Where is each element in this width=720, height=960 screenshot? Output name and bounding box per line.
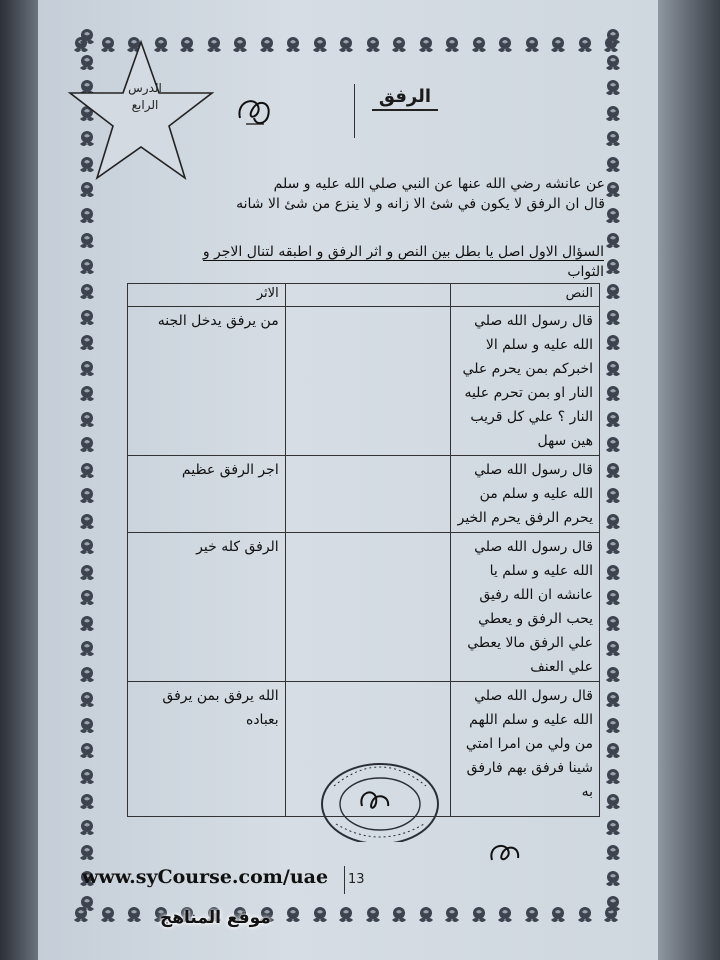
question-line-1: السؤال الاول اصل يا بطل بين النص و اثر الرفق و اطبقه لتنال الاجر و — [202, 244, 604, 260]
nass-cell: قال رسول الله صلي الله عليه و سلم اللهم من ولي من امرا امتي شينا فرفق بهم فارفق به — [450, 682, 599, 817]
rose-ornament-icon — [602, 256, 624, 278]
rose-ornament-icon — [76, 332, 98, 354]
rose-ornament-icon — [547, 904, 569, 926]
rose-ornament-icon — [76, 307, 98, 329]
rose-ornament-icon — [602, 383, 624, 405]
rose-ornament-icon — [602, 511, 624, 533]
rose-ornament-icon — [76, 613, 98, 635]
rose-ornament-icon — [602, 230, 624, 252]
table-row — [128, 456, 600, 533]
rose-ornament-icon — [76, 562, 98, 584]
rose-ornament-icon — [76, 511, 98, 533]
rose-ornament-icon — [76, 409, 98, 431]
rose-ornament-icon — [76, 536, 98, 558]
rose-ornament-icon — [602, 740, 624, 762]
blank-cell — [285, 307, 450, 456]
rose-ornament-icon — [335, 34, 357, 56]
rose-ornament-icon — [76, 230, 98, 252]
rose-ornament-icon — [574, 904, 596, 926]
rose-ornament-icon — [229, 34, 251, 56]
rose-ornament-icon — [76, 256, 98, 278]
lesson-title: الرفق — [372, 86, 438, 111]
blank-cell — [285, 533, 450, 682]
page-number-divider — [344, 866, 345, 894]
header-nass: النص — [450, 284, 599, 307]
rose-ornament-icon — [602, 179, 624, 201]
rose-ornament-icon — [602, 664, 624, 686]
rose-ornament-icon — [602, 893, 624, 915]
rose-ornament-icon — [76, 689, 98, 711]
signature-caption — [220, 132, 300, 137]
rose-ornament-icon — [468, 34, 490, 56]
table-row — [128, 307, 600, 456]
floral-border-bottom — [70, 896, 630, 936]
official-stamp-icon — [312, 746, 448, 842]
rose-ornament-icon — [602, 766, 624, 788]
nass-cell: قال رسول الله صلي الله عليه و سلم من يحرم الرفق يحرم الخير — [450, 456, 599, 533]
question-prompt — [108, 242, 604, 282]
floral-border-right — [596, 26, 632, 936]
page-number: 13 — [348, 872, 365, 887]
rose-ornament-icon — [76, 817, 98, 839]
rose-ornament-icon — [123, 904, 145, 926]
athar-cell: الله يرفق بمن يرفق بعباده — [128, 682, 286, 817]
athar-cell: الرفق كله خير — [128, 533, 286, 682]
rose-ornament-icon — [76, 383, 98, 405]
matching-table — [127, 283, 600, 817]
hadith-text — [150, 174, 605, 214]
rose-ornament-icon — [602, 638, 624, 660]
rose-ornament-icon — [602, 868, 624, 890]
rose-ornament-icon — [76, 740, 98, 762]
rose-ornament-icon — [602, 613, 624, 635]
rose-ornament-icon — [76, 434, 98, 456]
rose-ornament-icon — [602, 52, 624, 74]
rose-ornament-icon — [602, 562, 624, 584]
rose-ornament-icon — [76, 281, 98, 303]
rose-ornament-icon — [602, 460, 624, 482]
rose-ornament-icon — [602, 77, 624, 99]
star-label-line1: الدرس — [128, 81, 162, 95]
signature-icon — [232, 88, 278, 134]
signature-caption — [478, 866, 538, 871]
nass-cell: قال رسول الله صلي الله عليه و سلم الا اخبركم بمن يحرم علي النار او بمن تحرم عليه النار ؟ علي كل قريب هين سهل — [450, 307, 599, 456]
star-label-line2: الرابع — [131, 98, 159, 112]
athar-cell: من يرفق يدخل الجنه — [128, 307, 286, 456]
rose-ornament-icon — [521, 34, 543, 56]
rose-ornament-icon — [282, 34, 304, 56]
blank-cell — [285, 456, 450, 533]
nass-cell: قال رسول الله صلي الله عليه و سلم يا عانشه ان الله رفيق يحب الرفق و يعطي علي الرفق مالا يعطي علي العنف — [450, 533, 599, 682]
rose-ornament-icon — [602, 409, 624, 431]
rose-ornament-icon — [602, 485, 624, 507]
rose-ornament-icon — [76, 842, 98, 864]
rose-ornament-icon — [602, 26, 624, 48]
rose-ornament-icon — [441, 34, 463, 56]
rose-ornament-icon — [494, 34, 516, 56]
rose-ornament-icon — [602, 128, 624, 150]
rose-ornament-icon — [468, 904, 490, 926]
rose-ornament-icon — [362, 904, 384, 926]
athar-cell: اجر الرفق عظيم — [128, 456, 286, 533]
rose-ornament-icon — [76, 358, 98, 380]
photo-dark-edge-left — [0, 0, 38, 960]
rose-ornament-icon — [494, 904, 516, 926]
rose-ornament-icon — [602, 281, 624, 303]
rose-ornament-icon — [521, 904, 543, 926]
rose-ornament-icon — [76, 485, 98, 507]
rose-ornament-icon — [388, 34, 410, 56]
rose-ornament-icon — [76, 587, 98, 609]
rose-ornament-icon — [602, 332, 624, 354]
rose-ornament-icon — [282, 904, 304, 926]
rose-ornament-icon — [441, 904, 463, 926]
hadith-line-2: قال ان الرفق لا يكون في شئ الا زانه و لا ينزع من شئ الا شانه — [236, 196, 605, 212]
table-header-row — [128, 284, 600, 307]
rose-ornament-icon — [602, 358, 624, 380]
rose-ornament-icon — [256, 34, 278, 56]
rose-ornament-icon — [76, 460, 98, 482]
rose-ornament-icon — [602, 205, 624, 227]
rose-ornament-icon — [76, 205, 98, 227]
rose-ornament-icon — [388, 904, 410, 926]
rose-ornament-icon — [602, 587, 624, 609]
rose-ornament-icon — [602, 791, 624, 813]
rose-ornament-icon — [76, 791, 98, 813]
hadith-line-1: عن عانشه رضي الله عنها عن النبي صلي الله عليه و سلم — [273, 176, 605, 192]
rose-ornament-icon — [602, 817, 624, 839]
rose-ornament-icon — [602, 715, 624, 737]
rose-ornament-icon — [362, 34, 384, 56]
rose-ornament-icon — [76, 893, 98, 915]
site-url: www.syCourse.com/uae — [82, 866, 329, 888]
rose-ornament-icon — [309, 34, 331, 56]
question-line-2: الثواب — [567, 264, 604, 280]
rose-ornament-icon — [602, 689, 624, 711]
rose-ornament-icon — [415, 34, 437, 56]
rose-ornament-icon — [602, 434, 624, 456]
rose-ornament-icon — [76, 766, 98, 788]
lesson-number-label — [100, 80, 190, 114]
rose-ornament-icon — [547, 34, 569, 56]
header-middle — [285, 284, 450, 307]
rose-ornament-icon — [602, 536, 624, 558]
rose-ornament-icon — [309, 904, 331, 926]
table-row — [128, 533, 600, 682]
header-athar: الاثر — [128, 284, 286, 307]
rose-ornament-icon — [335, 904, 357, 926]
title-divider — [354, 84, 355, 138]
rose-ornament-icon — [602, 307, 624, 329]
rose-ornament-icon — [602, 154, 624, 176]
photo-dark-edge-right — [658, 0, 720, 960]
rose-ornament-icon — [76, 638, 98, 660]
watermark-text: موقع المناهج — [160, 908, 271, 928]
rose-ornament-icon — [602, 842, 624, 864]
rose-ornament-icon — [76, 664, 98, 686]
rose-ornament-icon — [574, 34, 596, 56]
rose-ornament-icon — [76, 715, 98, 737]
rose-ornament-icon — [415, 904, 437, 926]
rose-ornament-icon — [602, 103, 624, 125]
